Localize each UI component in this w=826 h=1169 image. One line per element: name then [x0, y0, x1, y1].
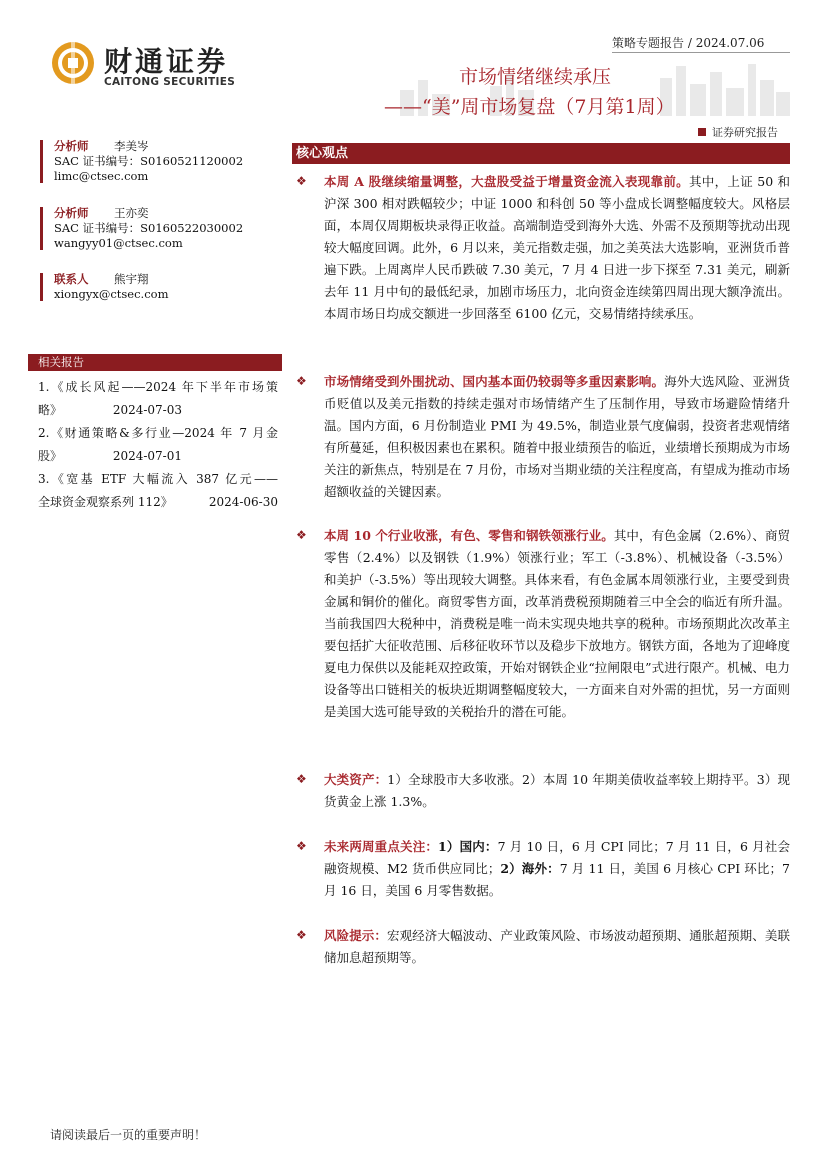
- contact-block: [40, 272, 285, 302]
- related-report-item[interactable]: [38, 422, 278, 468]
- point-body: 其中，上证 50 和沪深 300 相对跌幅较少；中证 1000 和科创 50 等小盘成长调整幅度较大。风格层面，本周仅周期板块录得正收益。高端制造受到海外大选、外需不及预期等扰动出现较大幅度回调。此外，6 月以来，美元指数走强，加之美英法大选影响，亚洲货币普遍下跌。上周离岸人民币跌破 7.30 美元，7 月 4 日进一步下探至 7.31 美元，刷新去年 11 月中旬的最低纪录，加剧市场压力，北向资金连续第四周出现大额净流出。本周市场日均成交额进一步回落至 6100 亿元，交易情绪持续承压。: [324, 174, 790, 321]
- point-body: 其中，有色金属（2.6%）、商贸零售（2.4%）以及钢铁（1.9%）领涨行业；军工（-3.8%）、机械设备（-3.5%）和美护（-3.5%）等出现较大调整。具体来看，有色金属本周领涨行业，主要受到贵金属和铜价的催化。商贸零售方面，改革消费税预期随着三中全会的临近有所升温。当前我国四大税种中，消费税是唯一尚未实现央地共享的税种。市场预期此次改革主要包括扩大征收范围、后移征收环节以及稳步下放地方。钢铁方面，各地为了迎峰度夏电力保供以及能耗双控政策，开始对钢铁企业“拉闸限电”式进行限产。机械、电力设备等出口链相关的板块近期调整幅度较大，一方面来自对外需的担忧，另一方面则是美国大选可能导致的关税抬升的潜在可能。: [324, 528, 790, 719]
- related-report-date: 2024-06-30: [208, 495, 278, 509]
- core-point-6: [296, 925, 790, 969]
- point-body: 7 月 10 日，6 月 CPI 同比；7 月 11 日，6 月社会融资规模、M2 货币供应同比；: [324, 839, 790, 876]
- report-tag: [698, 124, 778, 140]
- point-body: 海外大选风险、亚洲货币贬值以及美元指数的持续走强对市场情绪产生了压制作用，导致市场避险情绪升温。国内方面，6 月份制造业 PMI 为 49.5%，制造业景气度偏弱，投资者悲观情绪有所蔓延，但积极因素也在累积。随着中报业绩预告的临近，业绩增长预期成为市场关注的新焦点，特别是在 7 月份，市场对当期业绩的关注程度高，有望成为推动市场超额收益的关键因素。: [324, 374, 790, 499]
- point-body: 1）全球股市大多收涨。2）本周 10 年期美债收益率较上期持平。3）现货黄金上涨 1.3%。: [324, 772, 790, 809]
- logo-mark-icon: [50, 40, 96, 86]
- point-highlight: 本周 10 个行业收涨，有色、零售和钢铁领涨行业。: [324, 528, 614, 543]
- diamond-bullet-icon: ❖: [296, 528, 307, 542]
- report-tag-text: 证券研究报告: [712, 126, 778, 139]
- contact-email[interactable]: xiongyx@ctsec.com: [54, 287, 169, 301]
- logo-text-en: CAITONG SECURITIES: [104, 76, 236, 88]
- analyst-role: 分析师: [54, 139, 89, 153]
- analyst-role: 分析师: [54, 206, 89, 220]
- point-sub-label: 1）国内：: [438, 839, 498, 854]
- diamond-bullet-icon: ❖: [296, 772, 307, 786]
- core-point-3: [296, 525, 790, 723]
- analyst-name: 王亦奕: [114, 206, 149, 220]
- point-highlight: 风险提示：: [324, 928, 387, 943]
- report-title: 市场情绪继续承压: [458, 66, 611, 88]
- analyst-email[interactable]: limc@ctsec.com: [54, 169, 149, 183]
- contact-name: 熊宇翔: [114, 272, 149, 286]
- related-report-title-end: 股》: [38, 449, 63, 463]
- core-point-5: [296, 836, 790, 902]
- analyst-sac: SAC 证书编号：S0160521120002: [54, 154, 244, 168]
- point-highlight: 未来两周重点关注：: [324, 839, 439, 854]
- meta-separator: /: [687, 36, 696, 50]
- point-body: 宏观经济大幅波动、产业政策风险、市场波动超预期、通胀超预期、美联储加息超预期等。: [324, 928, 790, 965]
- core-views-header: 核心观点: [292, 143, 790, 164]
- header-rule: [612, 52, 790, 53]
- diamond-bullet-icon: ❖: [296, 374, 307, 388]
- related-report-item[interactable]: [38, 376, 278, 422]
- core-point-4: [296, 769, 790, 813]
- point-sub-label: 2）海外：: [500, 861, 560, 876]
- analyst-block-2: [40, 206, 285, 251]
- contact-role: 联系人: [54, 272, 89, 286]
- analyst-block-1: [40, 139, 285, 184]
- diamond-bullet-icon: ❖: [296, 839, 307, 853]
- related-report-date: 2024-07-01: [112, 449, 182, 463]
- core-point-2: [296, 371, 790, 503]
- related-report-title-end: 略》: [38, 403, 63, 417]
- related-report-title: 2.《财通策略&多行业—2024 年 7 月金: [38, 426, 278, 440]
- point-body: 7 月 11 日，美国 6 月核心 CPI 环比；7 月 16 日，美国 6 月零售数据。: [324, 861, 790, 898]
- company-logo: [50, 38, 250, 90]
- footer-disclaimer: 请阅读最后一页的重要声明！: [50, 1128, 207, 1142]
- related-report-title: 3.《宽基 ETF 大幅流入 387 亿元——: [38, 472, 278, 486]
- analyst-name: 李美岑: [114, 139, 149, 153]
- related-report-title-end: 全球资金观察系列 112》: [38, 495, 173, 509]
- point-highlight: 大类资产：: [324, 772, 388, 787]
- diamond-bullet-icon: ❖: [296, 928, 307, 942]
- related-report-date: 2024-07-03: [112, 403, 182, 417]
- report-date: 2024.07.06: [695, 36, 765, 50]
- analyst-sac: SAC 证书编号：S0160522030002: [54, 221, 244, 235]
- point-highlight: 市场情绪受到外围扰动、国内基本面仍较弱等多重因素影响。: [324, 374, 665, 389]
- core-point-1: [296, 171, 790, 325]
- diamond-bullet-icon: ❖: [296, 174, 307, 188]
- logo-text-cn: 财通证券: [104, 45, 229, 78]
- related-report-title: 1.《成长风起——2024 年下半年市场策: [38, 380, 278, 394]
- report-subtitle: ——“美”周市场复盘（7月第1周）: [384, 96, 675, 118]
- related-reports-list: [38, 376, 278, 514]
- related-report-item[interactable]: [38, 468, 278, 514]
- report-meta: [612, 34, 764, 51]
- analyst-email[interactable]: wangyy01@ctsec.com: [54, 236, 183, 250]
- point-highlight: 本周 A 股继续缩量调整，大盘股受益于增量资金流入表现靠前。: [324, 174, 689, 189]
- square-icon: [698, 128, 706, 136]
- report-type: 策略专题报告: [612, 36, 685, 50]
- related-reports-header: 相关报告: [28, 354, 282, 371]
